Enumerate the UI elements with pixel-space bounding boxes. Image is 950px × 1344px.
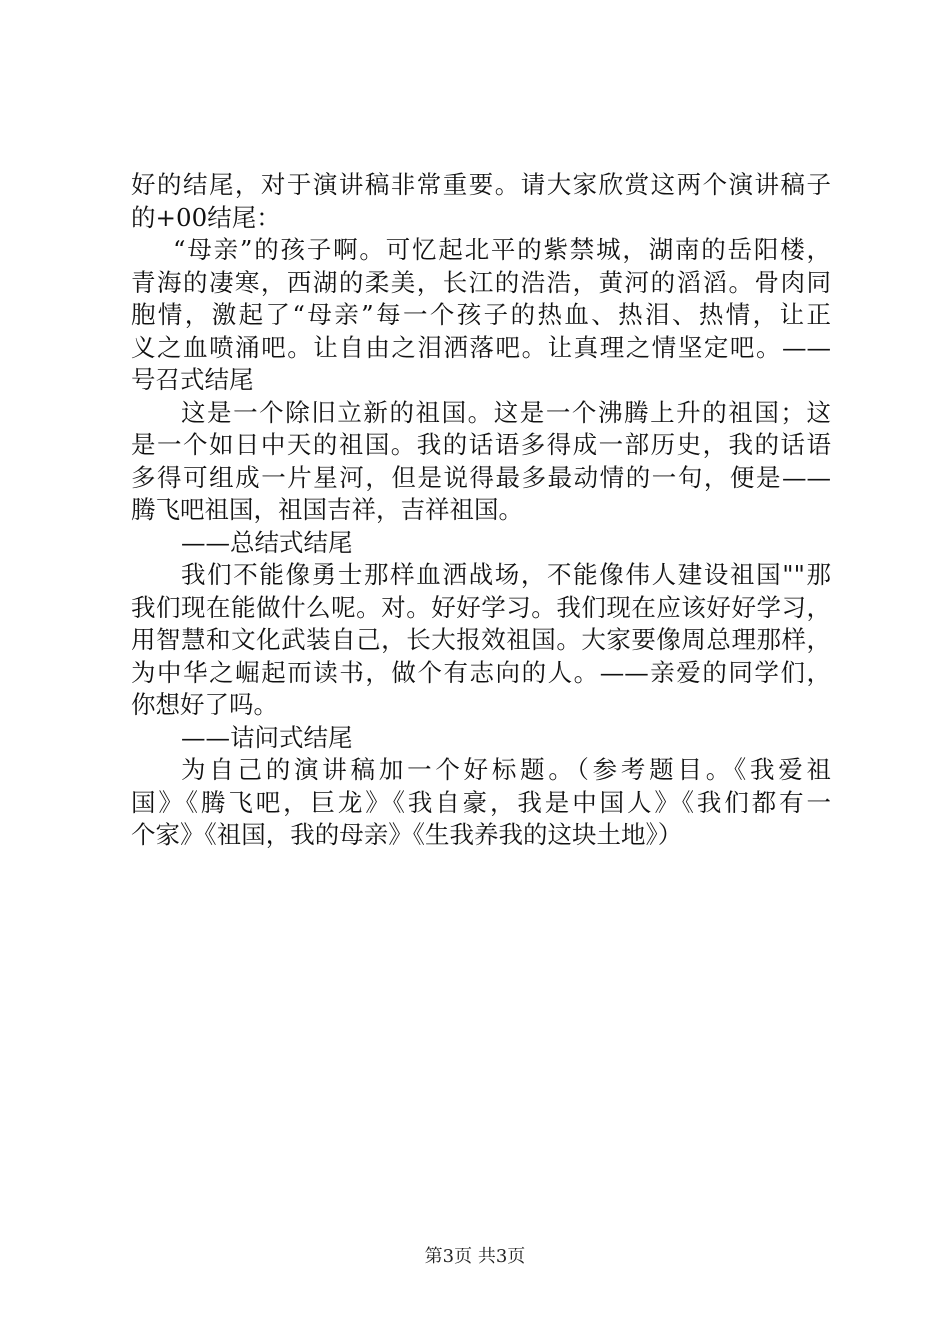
text-line: 个家》《祖国，我的母亲》《生我养我的这块土地》） bbox=[131, 820, 683, 849]
document-body bbox=[131, 169, 831, 852]
page-footer: 第3页 共3页 bbox=[424, 1246, 526, 1267]
text-line: 义之血喷涌吧。让自由之泪洒落吧。让真理之情坚定吧。—— bbox=[131, 332, 831, 362]
text-line: 青海的凄寒，西湖的柔美，长江的浩浩，黄河的滔滔。骨肉同 bbox=[131, 267, 831, 297]
text-line: 用智慧和文化武装自己，长大报效祖国。大家要像周总理那样， bbox=[131, 625, 831, 654]
text-line: 的+00结尾： bbox=[131, 202, 281, 232]
section-label-summary: ——总结式结尾 bbox=[181, 527, 353, 557]
text-line: 你想好了吗。 bbox=[131, 690, 278, 719]
text-line: 国》《腾飞吧，巨龙》《我自豪，我是中国人》《我们都有一 bbox=[131, 787, 831, 817]
text-line: 好的结尾，对于演讲稿非常重要。请大家欣赏这两个演讲稿子 bbox=[131, 170, 831, 199]
text-line: 多得可组成一片星河，但是说得最多最动情的一句，便是—— bbox=[131, 462, 831, 492]
text-line: “母亲”的孩子啊。可忆起北平的紫禁城，湖南的岳阳楼， bbox=[173, 235, 831, 264]
section-label-call-to-action: 号召式结尾 bbox=[131, 365, 254, 394]
text-line: 是一个如日中天的祖国。我的话语多得成一部历史，我的话语 bbox=[131, 430, 831, 459]
text-line: 我们不能像勇士那样血洒战场，不能像伟人建设祖国""那 bbox=[181, 560, 831, 589]
text-line: 腾飞吧祖国，祖国吉祥，吉祥祖国。 bbox=[131, 495, 523, 524]
section-label-question: ——诘问式结尾 bbox=[181, 722, 353, 752]
text-line: 我们现在能做什么呢。对。好好学习。我们现在应该好好学习， bbox=[131, 592, 831, 622]
text-line: 为自己的演讲稿加一个好标题。（参考题目。《我爱祖 bbox=[181, 755, 831, 784]
text-line: 胞情，激起了“母亲”每一个孩子的热血、热泪、热情，让正 bbox=[131, 300, 831, 329]
text-line: 这是一个除旧立新的祖国。这是一个沸腾上升的祖国；这 bbox=[181, 397, 831, 427]
text-line: 为中华之崛起而读书，做个有志向的人。——亲爱的同学们， bbox=[131, 657, 831, 687]
